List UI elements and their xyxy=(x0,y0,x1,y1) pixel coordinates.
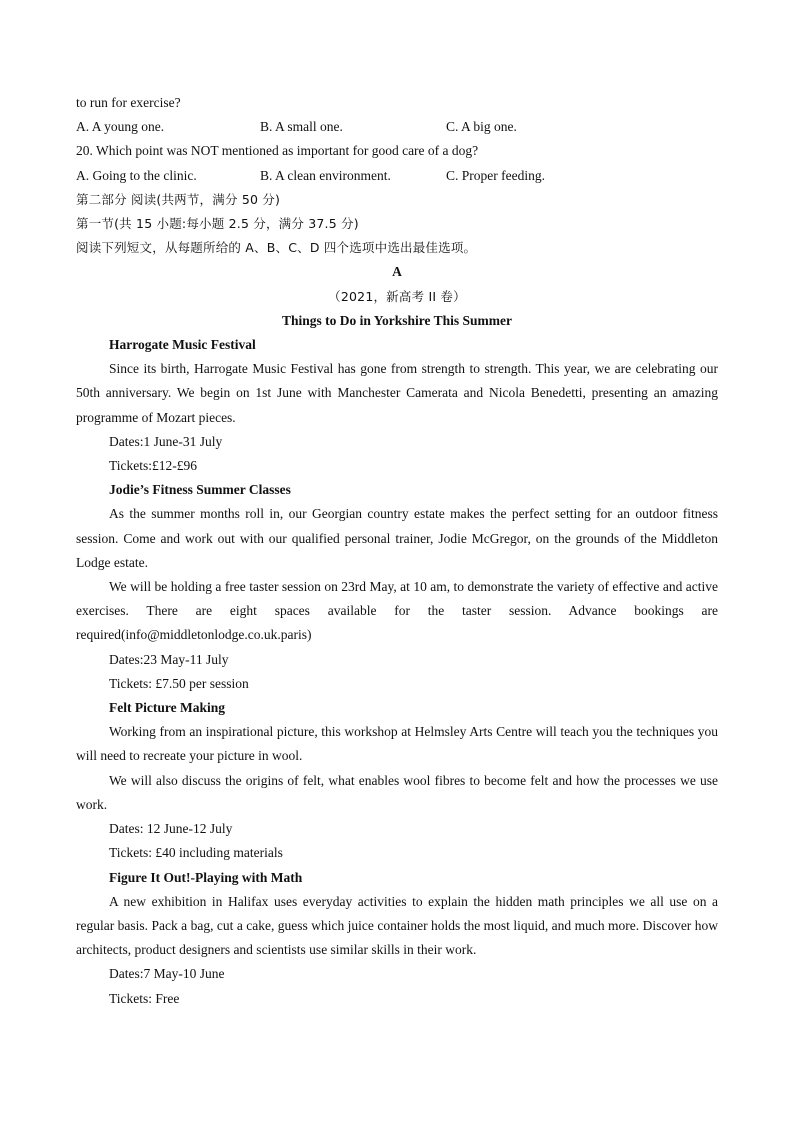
event-paragraph: We will also discuss the origins of felt, what enables wool fibres to become felt and how the processes we use work. xyxy=(76,772,718,812)
question-20-stem: 20. Which point was NOT mentioned as important for good care of a dog? xyxy=(76,143,479,159)
option-b: B. A small one. xyxy=(260,119,343,135)
event-dates: Dates:23 May-11 July xyxy=(109,651,229,667)
event-dates: Dates: 12 June-12 July xyxy=(109,821,233,837)
event-paragraph: We will be holding a free taster session on 23rd May, at 10 am, to demonstrate the variety of effective and active exercises. There are eight spaces available for the taster session. Advance bookings are required(info@middletonlodge.co.uk.paris) xyxy=(76,579,718,643)
option-a: A. A young one. xyxy=(76,119,165,135)
section-heading-part2-1: 第一节(共 15 小题:每小题 2.5 分，满分 37.5 分) xyxy=(76,216,359,232)
event-paragraph: Working from an inspirational picture, this workshop at Helmsley Arts Centre will teach you the techniques you will need to recreate your picture in wool. xyxy=(76,724,718,764)
event-tickets: Tickets: £40 including materials xyxy=(109,845,283,861)
event-paragraph: As the summer months roll in, our Georgian country estate makes the perfect setting for an outdoor fitness session. Come and work out with our qualified personal trainer, Jodie McGregor, on the grounds of the Middleton Lodge estate. xyxy=(76,506,718,570)
event-tickets: Tickets:£12-£96 xyxy=(109,458,198,474)
option-b: B. A clean environment. xyxy=(260,167,391,183)
section-heading-part2: 第二部分 阅读(共两节，满分 50 分) xyxy=(76,191,281,207)
event-paragraph: Since its birth, Harrogate Music Festival has gone from strength to strength. This year, we are celebrating our 50th anniversary. We begin on 1st June with Manchester Camerata and Nicola Benedetti, presenting an amazing programme of Mozart pieces. xyxy=(76,361,718,425)
event-heading: Jodie’s Fitness Summer Classes xyxy=(109,482,291,498)
event-heading: Felt Picture Making xyxy=(109,700,225,716)
event-heading: Figure It Out!-Playing with Math xyxy=(109,869,303,885)
event-paragraph: A new exhibition in Halifax uses everyday activities to explain the hidden math principles we all use on a regular basis. Pack a bag, cut a cake, guess which juice container holds the most liquid, and much more. Discover how architects, product designers and scientists use similar skills in their work. xyxy=(76,893,718,958)
event-dates: Dates:7 May-10 June xyxy=(109,966,225,982)
event-heading: Harrogate Music Festival xyxy=(109,337,256,353)
passage-letter: A xyxy=(392,264,402,280)
event-tickets: Tickets: Free xyxy=(109,990,180,1006)
option-c: C. Proper feeding. xyxy=(446,167,545,183)
passage-source: （2021，新高考 II 卷） xyxy=(328,288,466,304)
event-dates: Dates:1 June-31 July xyxy=(109,433,223,449)
question-19-options xyxy=(76,115,718,139)
section-instruction: 阅读下列短文，从每题所给的 A、B、C、D 四个选项中选出最佳选项。 xyxy=(76,240,477,256)
question-19-tail: to run for exercise? xyxy=(76,95,181,110)
option-c: C. A big one. xyxy=(446,119,517,135)
option-a: A. Going to the clinic. xyxy=(76,167,197,183)
question-20-options xyxy=(76,164,718,188)
event-tickets: Tickets: £7.50 per session xyxy=(109,675,249,691)
passage-title: Things to Do in Yorkshire This Summer xyxy=(281,312,513,328)
